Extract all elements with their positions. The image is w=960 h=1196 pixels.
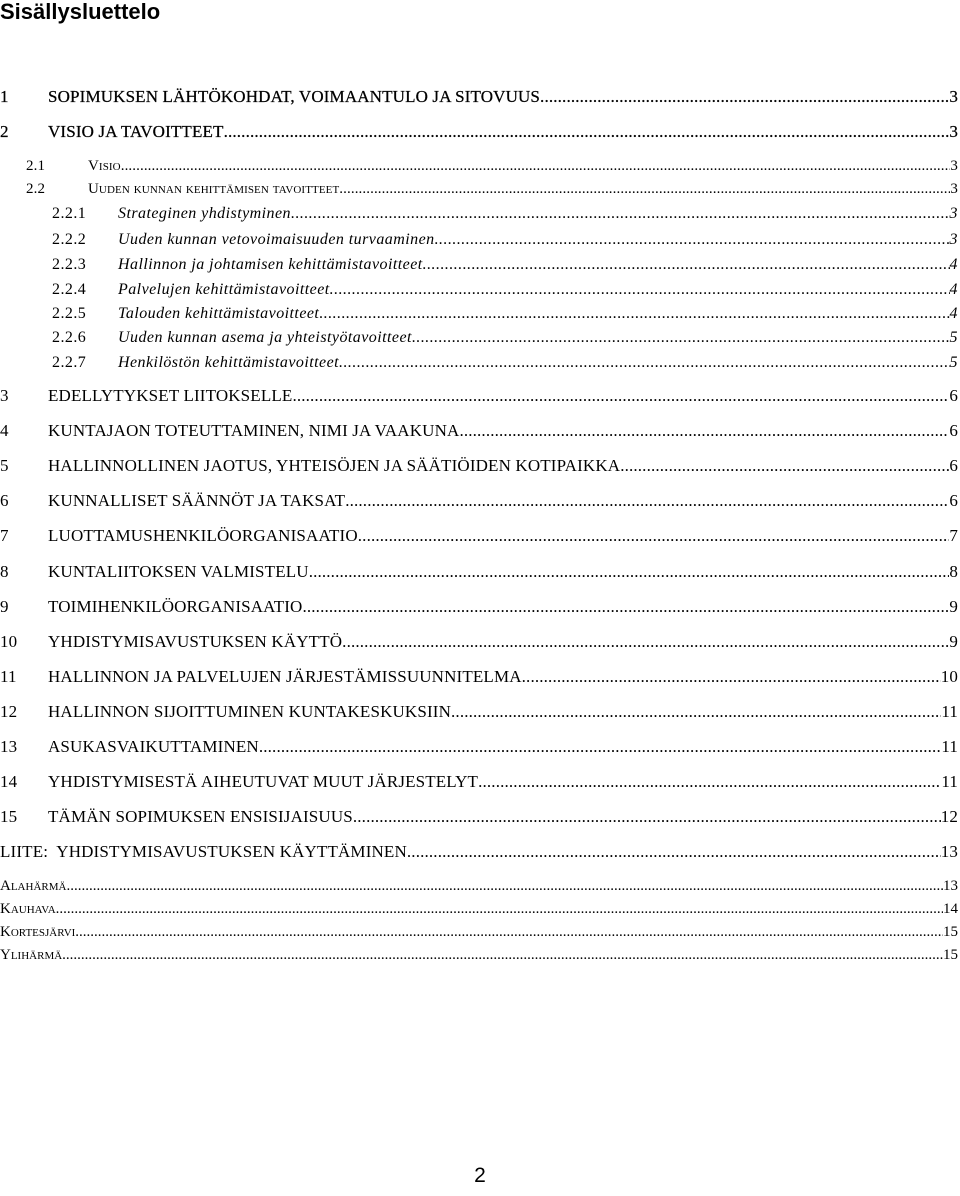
toc-entry-appendix[interactable] [0, 842, 958, 862]
toc-entry-page: 3 [949, 122, 958, 141]
toc-entry-page: 15 [943, 924, 958, 940]
toc-entry-page: 7 [949, 526, 958, 545]
toc-entry-4[interactable] [0, 421, 958, 441]
toc-entry-number: 11 [0, 667, 17, 686]
toc-entry-number: 3 [0, 386, 9, 405]
toc-entry-page: 11 [941, 702, 958, 721]
toc-entry-2-2-1[interactable] [0, 205, 958, 223]
toc-entry-number: 9 [0, 597, 9, 616]
dot-leader [66, 878, 943, 895]
dot-leader [319, 305, 949, 323]
toc-entry-text: Strateginen yhdistyminen [118, 205, 291, 222]
dot-leader [435, 231, 950, 249]
toc-entry-number: 14 [0, 772, 18, 791]
toc-entry-page: 4 [949, 281, 958, 298]
toc-entry-page: 11 [941, 772, 958, 791]
toc-entry-page: 6 [949, 421, 958, 440]
toc-entry-text: Kauhava [0, 901, 56, 917]
dot-leader [522, 667, 941, 687]
dot-leader [56, 901, 943, 918]
toc-entry-page: 9 [949, 597, 958, 616]
toc-entry-page: 3 [950, 158, 958, 174]
toc-entry-page: 5 [949, 354, 958, 371]
toc-entry-page: 6 [949, 456, 958, 475]
toc-entry-number: 2.1 [26, 158, 46, 174]
dot-leader [451, 702, 941, 722]
dot-leader [62, 947, 943, 964]
dot-leader [339, 181, 950, 198]
toc-entry-12[interactable] [0, 702, 958, 722]
toc-entry-text: Uuden kunnan asema ja yhteistyötavoitteet [118, 329, 412, 346]
toc-entry-text: LIITE: YHDISTYMISAVUSTUKSEN KÄYTTÄMINEN [0, 842, 407, 861]
toc-entry-number: 6 [0, 491, 9, 510]
toc-entry-page: 3 [949, 231, 958, 248]
toc-entry-text: KUNTALIITOKSEN VALMISTELU [48, 562, 309, 581]
dot-leader [75, 924, 943, 941]
toc-entry-yliharma[interactable] [0, 947, 958, 964]
page-number: 2 [474, 1164, 486, 1187]
dot-leader [412, 329, 950, 347]
toc-entry-2-2-2[interactable] [0, 231, 958, 249]
dot-leader [478, 772, 941, 792]
toc-entry-number: 2.2 [26, 181, 46, 197]
toc-entry-9[interactable] [0, 597, 958, 617]
toc-entry-text: KUNTAJAON TOTEUTTAMINEN, NIMI JA VAAKUNA [48, 421, 460, 440]
toc-entry-page: 3 [949, 87, 958, 106]
toc-entry-text: Hallinnon ja johtamisen kehittämistavoitteet [118, 256, 423, 273]
toc-entry-15[interactable] [0, 807, 958, 827]
toc-entry-text: Visio [88, 158, 121, 174]
dot-leader [353, 807, 941, 827]
toc-entry-number: 2.2.1 [52, 205, 87, 222]
dot-leader [302, 597, 949, 617]
toc-entry-text: LUOTTAMUSHENKILÖORGANISAATIO [48, 526, 358, 545]
toc-entry-text: YHDISTYMISAVUSTUKSEN KÄYTTÖ [48, 632, 343, 651]
toc-entry-3[interactable] [0, 386, 958, 406]
toc-entry-8[interactable] [0, 562, 958, 582]
toc-entry-page: 6 [949, 386, 958, 405]
toc-entry-number: 8 [0, 562, 9, 581]
toc-entry-number: 7 [0, 526, 9, 545]
toc-entry-number: 2.2.7 [52, 354, 87, 371]
toc-entry-text: TÄMÄN SOPIMUKSEN ENSISIJAISUUS [48, 807, 353, 826]
toc-entry-text: SOPIMUKSEN LÄHTÖKOHDAT, VOIMAANTULO JA SITOVUUS [48, 87, 541, 106]
dot-leader [330, 281, 950, 299]
dot-leader [407, 842, 941, 862]
toc-entry-number: 2.2.3 [52, 256, 87, 273]
toc-entry-text: Uuden kunnan kehittämisen tavoitteet [88, 181, 340, 197]
toc-entry-number: 15 [0, 807, 18, 826]
dot-leader [224, 122, 950, 142]
toc-entry-6[interactable] [0, 491, 958, 511]
toc-entry-text: Uuden kunnan vetovoimaisuuden turvaaminen [118, 231, 435, 248]
toc-entry-number: 2.2.2 [52, 231, 87, 248]
toc-entry-text: EDELLYTYKSET LIITOKSELLE [48, 386, 293, 405]
toc-entry-page: 3 [950, 181, 958, 197]
toc-entry-text: Alahärmä [0, 878, 67, 894]
toc-entry-1[interactable] [0, 87, 958, 107]
toc-entry-2-2-5[interactable] [0, 305, 958, 323]
toc-entry-page: 5 [949, 329, 958, 346]
toc-entry-2-2[interactable] [0, 181, 958, 198]
toc-entry-text: Palvelujen kehittämistavoitteet [118, 281, 330, 298]
toc-entry-page: 6 [949, 491, 958, 510]
toc-entry-2-2-4[interactable] [0, 281, 958, 299]
toc-entry-11[interactable] [0, 667, 958, 687]
toc-entry-alaharma[interactable] [0, 878, 958, 895]
toc-entry-text: HALLINNOLLINEN JAOTUS, YHTEISÖJEN JA SÄÄTIÖIDEN KOTIPAIKKA [48, 456, 621, 475]
dot-leader [291, 205, 950, 223]
dot-leader [339, 354, 950, 372]
dot-leader [121, 158, 951, 175]
toc-entry-page: 10 [940, 667, 958, 686]
toc-entry-13[interactable] [0, 737, 958, 757]
toc-entry-number: 2 [0, 122, 9, 141]
toc-entry-number: 2.2.6 [52, 329, 87, 346]
toc-entry-2-1[interactable] [0, 158, 958, 175]
toc-entry-page: 11 [941, 737, 958, 756]
toc-entry-text: YHDISTYMISESTÄ AIHEUTUVAT MUUT JÄRJESTELYT [48, 772, 479, 791]
dot-leader [540, 87, 949, 107]
toc-entry-text: ASUKASVAIKUTTAMINEN [48, 737, 259, 756]
toc-entry-7[interactable] [0, 526, 958, 546]
dot-leader [358, 526, 950, 546]
toc-entry-page: 13 [940, 842, 958, 861]
toc-entry-kauhava[interactable] [0, 901, 958, 918]
toc-entry-text: Kortesjärvi [0, 924, 76, 940]
toc-entry-text: VISIO JA TAVOITTEET [48, 122, 224, 141]
toc-entry-number: 13 [0, 737, 18, 756]
dot-leader [309, 562, 950, 582]
toc-entry-page: 3 [949, 205, 958, 222]
toc-entry-number: 2.2.4 [52, 281, 87, 298]
dot-leader [423, 256, 950, 274]
toc-entry-number: 4 [0, 421, 9, 440]
toc-entry-2-2-6[interactable] [0, 329, 958, 347]
toc-entry-page: 4 [949, 305, 958, 322]
toc-entry-text: HALLINNON SIJOITTUMINEN KUNTAKESKUKSIIN [48, 702, 452, 721]
toc-entry-number: 1 [0, 87, 9, 106]
dot-leader [342, 632, 949, 652]
toc-entry-page: 13 [943, 878, 958, 894]
toc-entry-2-2-3[interactable] [0, 256, 958, 274]
toc-entry-page: 9 [949, 632, 958, 651]
toc-entry-number: 12 [0, 702, 18, 721]
toc-entry-text: Talouden kehittämistavoitteet [118, 305, 320, 322]
toc-entry-kortesjarvi[interactable] [0, 924, 958, 941]
toc-entry-number: 2.2.5 [52, 305, 87, 322]
toc-entry-2-2-7[interactable] [0, 354, 958, 372]
toc-entry-text: HALLINNON JA PALVELUJEN JÄRJESTÄMISSUUNNITELMA [48, 667, 522, 686]
dot-leader [459, 421, 949, 441]
toc-entry-2[interactable] [0, 122, 958, 142]
toc-entry-text: TOIMIHENKILÖORGANISAATIO [48, 597, 303, 616]
toc-entry-10[interactable] [0, 632, 958, 652]
toc-entry-page: 14 [943, 901, 958, 917]
dot-leader [292, 386, 949, 406]
page-title: Sisällysluettelo [0, 0, 161, 24]
dot-leader [620, 456, 949, 476]
dot-leader [259, 737, 941, 757]
dot-leader [345, 491, 949, 511]
toc-entry-number: 10 [0, 632, 18, 651]
toc-entry-page: 15 [943, 947, 958, 963]
toc-entry-text: Ylihärmä [0, 947, 63, 963]
toc-entry-page: 8 [949, 562, 958, 581]
toc-entry-14[interactable] [0, 772, 958, 792]
toc-entry-page: 12 [940, 807, 958, 826]
toc-entry-page: 4 [949, 256, 958, 273]
toc-entry-text: KUNNALLISET SÄÄNNÖT JA TAKSAT [48, 491, 346, 510]
toc-entry-number: 5 [0, 456, 9, 475]
toc-entry-5[interactable] [0, 456, 958, 476]
toc-entry-text: Henkilöstön kehittämistavoitteet [118, 354, 340, 371]
